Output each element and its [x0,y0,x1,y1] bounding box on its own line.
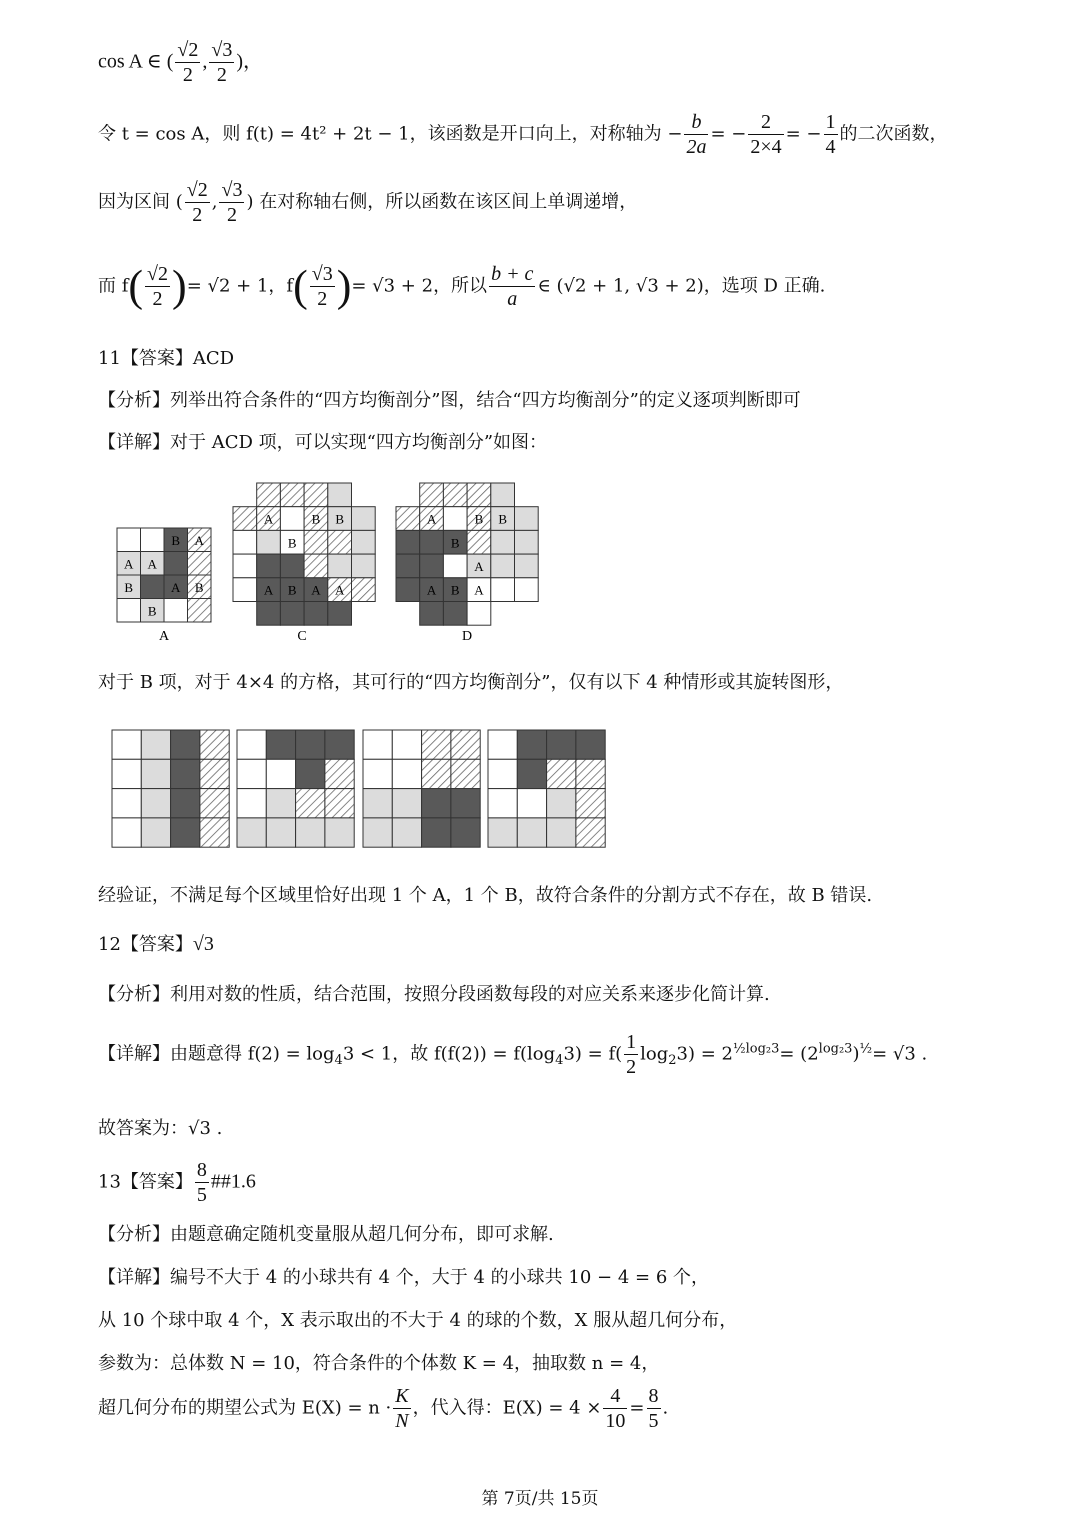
grid-cell [392,789,421,818]
figure-a [117,528,211,622]
fraction: $\frac{8}{5}$ [196,1159,207,1206]
grid-cell [443,507,467,531]
cell-letter: A [263,582,274,598]
grid-cell [296,789,325,818]
grid-cell [422,730,451,759]
grid-cell [515,530,539,554]
grid-cell [576,789,605,818]
grid-cell [576,818,605,847]
cell-letter: A [194,532,204,548]
grid-cell [547,789,576,818]
cell-letter: B [147,603,157,619]
q11-conclusion: 经验证，不满足每个区域里恰好出现 1 个 A，1 个 B，故符合条件的分割方式不存在，故 B 错误. [98,885,873,906]
grid-cell [296,818,325,847]
grid-cell [517,789,546,818]
grid-cell [443,554,467,578]
partition-figures-acd [0,475,1080,655]
grid-cell [488,759,517,788]
q13-detail-4: 超几何分布的期望公式为 E(X) = n · $\frac{K}{N}$ ，代入得：E(X) = 4 × $\frac{4}{10}$ = $\frac{8}{5}$ . [98,1385,669,1432]
fraction: $\frac{1}{4}$ [825,111,836,158]
grid-cell [237,730,266,759]
grid-cell [392,759,421,788]
grid-cell [363,818,392,847]
cell-letter: B [287,582,297,598]
grid-cell [451,759,480,788]
cell-letter: B [450,582,460,598]
grid-cell [112,730,141,759]
grid-cell [467,530,491,554]
grid-cell [200,759,229,788]
grid-cell [141,730,170,759]
fraction: $\frac{1}{2}$ [626,1031,637,1078]
grid-cell [491,578,515,602]
fraction: $\frac{K}{N}$ [395,1385,409,1432]
grid-cell [266,789,295,818]
figure-label-d: D [461,629,473,644]
grid-cell [352,530,376,554]
q13-detail-1: 【详解】编号不大于 4 的小球共有 4 个，大于 4 的小球共 10 − 4 = 6 个， [98,1267,709,1288]
grid-cell [491,554,515,578]
cell-letter: B [194,579,204,595]
line-quadratic: 令 t = cos A，则 f(t) = 4t² + 2t − 1，该函数是开口向上，对称轴为 − $\frac{b}{2a}$ = − $\frac{2}{2\times 4}$ = − $\frac{1}{4}$ 的二次函数， [98,111,948,158]
grid-cell [237,789,266,818]
grid-cell [491,483,515,507]
figure-c [233,483,375,625]
fraction: $\frac{b}{2a}$ [686,111,707,158]
grid-cell [117,599,141,623]
line-interval: 因为区间 ( $\frac{√2}{2}$ , $\frac{√3}{2}$ ) 在对称轴右侧，所以函数在该区间上单调递增， [98,179,638,226]
fraction: $\frac{√3}{2}$ [311,263,333,310]
fraction: $\frac{√3}{2}$ [211,39,233,86]
grid-cell [325,759,354,788]
fraction: $\frac{8}{5}$ [648,1385,659,1432]
grid-cell [392,730,421,759]
partition-figures-b [0,725,1080,850]
q13-detail-2: 从 10 个球中取 4 个，X 表示取出的不大于 4 的球的个数，X 服从超几何分布， [98,1310,738,1331]
q13-answer: 13【答案】 $\frac{8}{5}$ ##1.6 [98,1159,256,1206]
grid-cell [141,789,170,818]
grid-cell [304,483,328,507]
grid-cell [491,530,515,554]
grid-cell [296,730,325,759]
grid-cell [515,554,539,578]
cell-letter: A [426,582,437,598]
cell-letter: B [287,535,297,551]
grid-cell [547,759,576,788]
grid-cell [422,789,451,818]
grid-cell [233,507,257,531]
grid-cell [141,528,165,552]
grid-cell [257,554,281,578]
grid-cell [304,554,328,578]
grid-cell [304,530,328,554]
fraction: $\frac{4}{10}$ [605,1385,626,1432]
grid-cell [257,483,281,507]
grid-cell [422,818,451,847]
q11-b-text: 对于 B 项，对于 4×4 的方格，其可行的“四方均衡剖分”，仅有以下 4 种情形或其旋转图形， [98,672,844,693]
grid-cell [266,759,295,788]
grid-cell [451,789,480,818]
grid-cell [112,759,141,788]
figure-b-grids [112,730,605,847]
cell-letter: B [498,511,507,527]
page-footer: 第 7页/共 15页 [481,1489,599,1509]
grid-cell [171,730,200,759]
grid-cell [328,530,352,554]
grid-cell [200,818,229,847]
figure-d [396,483,538,625]
q12-answer: 12【答案】√3 [98,933,214,955]
fraction: $\frac{√2}{2}$ [177,39,199,86]
fraction: $\frac{√2}{2}$ [147,263,169,310]
grid-cell [257,530,281,554]
figure-label-a: A [158,629,170,644]
grid-cell [363,789,392,818]
cell-letter: A [334,582,345,598]
grid-cell [420,554,444,578]
line-values: 而 f( $\frac{√2}{2}$ )= √2 + 1，f( $\frac{√3}{2}$ )= √3 + 2，所以 $\frac{b + c}{a}$ ∈ (√2 + 1, √3 + 2)，选项 D 正确. [98,261,826,311]
grid-cell [257,602,281,626]
grid-cell [328,554,352,578]
cell-letter: A [426,511,437,527]
grid-cell [200,789,229,818]
q13-analysis: 【分析】由题意确定随机变量服从超几何分布，即可求解. [98,1224,554,1245]
cell-letter: A [311,582,321,598]
grid-cell [396,530,420,554]
fraction: $\frac{√3}{2}$ [221,179,243,226]
grid-cell [328,483,352,507]
grid-cell [304,602,328,626]
grid-cell [171,759,200,788]
q11-answer: 11【答案】ACD [98,348,235,369]
grid-cell [280,554,304,578]
grid-cell [515,507,539,531]
fraction: $\frac{√2}{2}$ [186,179,208,226]
grid-cell [112,789,141,818]
grid-cell [547,818,576,847]
grid-cell [141,759,170,788]
cell-letter: A [147,556,157,572]
grid-cell [363,730,392,759]
grid-cell [352,507,376,531]
grid-cell [141,575,165,599]
grid-cell [517,818,546,847]
figure-label-c: C [297,629,307,644]
grid-cell [396,578,420,602]
q11-detail: 【详解】对于 ACD 项，可以实现“四方均衡剖分”如图： [98,432,548,453]
grid-cell [488,730,517,759]
grid-cell [141,818,170,847]
grid-cell [396,554,420,578]
q13-detail-3: 参数为：总体数 N = 10，符合条件的个体数 K = 4，抽取数 n = 4， [98,1353,660,1374]
grid-cell [547,730,576,759]
grid-cell [237,759,266,788]
cell-letter: B [311,511,321,527]
grid-cell [576,759,605,788]
grid-cell [112,818,141,847]
grid-cell [517,730,546,759]
q12-detail: 【详解】由题意得 $f(2) = \log_43 < 1$，故 $f(f(2)) = f(\log_43) = f$( $\frac{1}{2}$ $\log_23) = 2^{\frac{1}{2}log_23}= (2^{log_23})^{\frac{1}{2}}= √3$ . [98,1031,928,1078]
grid-cell [280,507,304,531]
grid-cell [280,602,304,626]
grid-cell [280,483,304,507]
cell-letter: A [474,558,484,574]
grid-cell [352,554,376,578]
grid-cell [171,789,200,818]
grid-cell [233,530,257,554]
cell-letter: A [171,579,181,595]
grid-cell [328,602,352,626]
grid-cell [363,759,392,788]
grid-cell [352,578,376,602]
grid-cell [164,599,188,623]
line-cos-range: cos A ∈ ( $\frac{√2}{2}$ , $\frac{√3}{2}$ )， [98,39,264,86]
grid-cell [420,602,444,626]
q12-analysis: 【分析】利用对数的性质，结合范围，按照分段函数每段的对应关系来逐步化简计算. [98,984,770,1005]
grid-cell [237,818,266,847]
grid-cell [467,602,491,626]
grid-cell [515,578,539,602]
q11-analysis: 【分析】列举出符合条件的“四方均衡剖分”图，结合“四方均衡剖分”的定义逐项判断即可 [98,390,801,411]
grid-cell [233,578,257,602]
fraction: $\frac{b + c}{a}$ [491,263,534,310]
grid-cell [451,818,480,847]
grid-cell [164,552,188,576]
cell-letter: A [124,556,134,572]
cell-letter: B [474,511,484,527]
grid-cell [451,730,480,759]
grid-cell [488,818,517,847]
cell-letter: B [450,535,460,551]
grid-cell [325,730,354,759]
grid-cell [325,818,354,847]
grid-cell [420,530,444,554]
grid-cell [266,818,295,847]
grid-cell [576,730,605,759]
grid-cell [117,528,141,552]
grid-cell [188,599,212,623]
grid-cell [233,554,257,578]
grid-cell [443,602,467,626]
grid-cell [266,730,295,759]
cell-letter: B [171,532,181,548]
grid-cell [422,759,451,788]
grid-cell [325,789,354,818]
cell-letter: A [263,511,274,527]
grid-cell [488,789,517,818]
grid-cell [200,730,229,759]
grid-cell [296,759,325,788]
grid-cell [188,552,212,576]
fraction: $\frac{2}{2\times 4}$ [750,111,782,158]
grid-cell [517,759,546,788]
cell-letter: B [124,579,134,595]
q12-final: 故答案为：√3 . [98,1118,223,1139]
grid-cell [443,483,467,507]
grid-cell [392,818,421,847]
cell-letter: B [335,511,344,527]
grid-cell [396,507,420,531]
cell-letter: A [474,582,484,598]
grid-cell [171,818,200,847]
grid-cell [420,483,444,507]
grid-cell [467,483,491,507]
